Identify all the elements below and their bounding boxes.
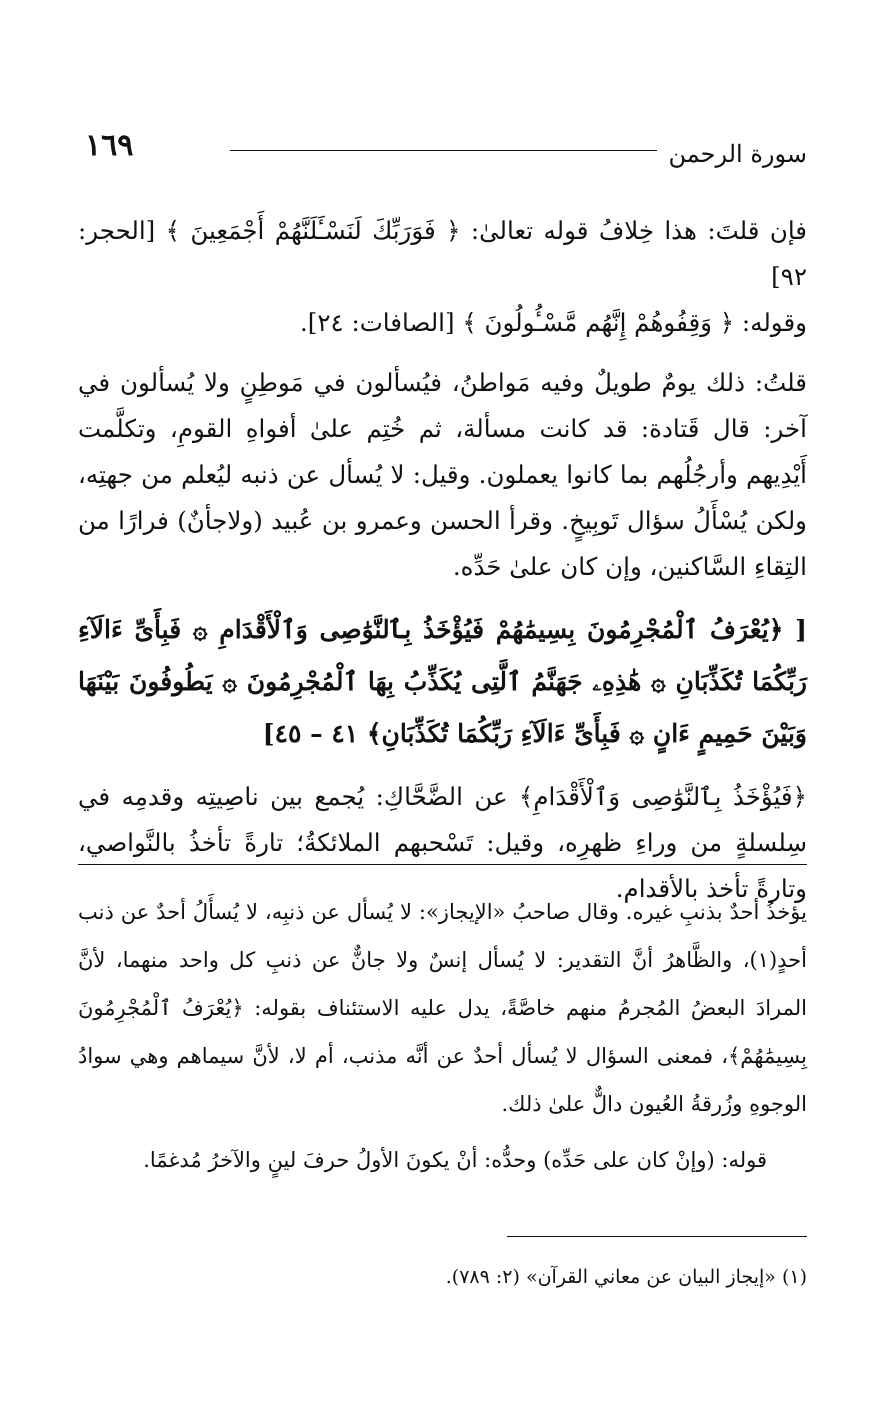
- section-divider: [78, 864, 807, 865]
- paragraph-answer: قلتُ: ذلك يومٌ طويلٌ وفيه مَواطنُ، فيُسألون في مَوطِنٍ ولا يُسألون في آخر: قال قَتادة: قد كانت مسألة، ثم خُتِم علىٰ أفواهِ القومِ، وتكلَّمت أَيْدِيهم وأرجُلُهم بما كانوا يعملون. وقيل: لا يُسأل عن ذنبه ليُعلم من جهتِه، ولكن يُسْأَلُ سؤال تَوبِيخٍ. وقرأ الحسن وعمرو بن عُبيد (ولاجأنٌ) فرارًا من التِقاءِ السَّاكنين، وإن كان علىٰ حَدِّه.: [78, 368, 807, 581]
- running-title: سورة الرحمن: [668, 140, 807, 168]
- note-paragraph: يؤخذُ أحدٌ بذنبِ غيره. وقال صاحبُ «الإيجاز»: لا يُسأل عن ذنبِه، لا يُسأَلُ أحدٌ عن ذنب أحدٍ(١)، والظَّاهرُ أنَّ التقدير: لا يُسأل إنسٌ ولا جانٌّ عن ذنبِ كل واحد منهما، لأنَّ المرادَ البعضُ المُجرمُ منهم خاصَّةً، يدل عليه الاستئناف بقوله: ﴿يُعْرَفُ ٱلْمُجْرِمُونَ بِسِيمَٰهُمْ﴾، فمعنى السؤال لا يُسأل أحدٌ عن أنَّه مذنب، أم لا، لأنَّ سيماهم وهي سوادُ الوجوهِ وزُرقةُ العُيون دالٌّ علىٰ ذلك.: [78, 900, 807, 1116]
- objection-line-2: وقوله: ﴿ وَقِفُوهُمْ إِنَّهُم مَّسْـُٔولُونَ ﴾ [الصافات: ٢٤].: [300, 308, 807, 337]
- main-text: [78, 208, 807, 926]
- paragraph-objection: [78, 208, 807, 346]
- objection-line-1: فإن قلتَ: هذا خِلافُ قوله تعالىٰ: ﴿ فَوَرَبِّكَ لَنَسْـَٔلَنَّهُمْ أَجْمَعِينَ ﴾ [الحجر: ٩٢]: [78, 216, 807, 291]
- header-rule: [230, 150, 657, 151]
- footnote: [78, 1262, 807, 1292]
- footnote-rule: [507, 1236, 807, 1237]
- page-number: ١٦٩: [85, 128, 134, 163]
- page-header: [80, 128, 807, 168]
- note-paragraph-2: قوله: (وإنْ كان على حَدِّه) وحدُّه: أنْ يكونَ الأولُ حرفَ لينٍ والآخرُ مُدغمًا.: [143, 1148, 767, 1172]
- commentary-note: [78, 888, 807, 1184]
- paragraph-commentary: ﴿فَيُؤْخَذُ بِٱلنَّوَٰصِى وَٱلْأَقْدَامِ﴾ عن الضَّحَّاكِ: يُجمع بين ناصِيتِه وقدمِه في سِلسلةٍ من وراءِ ظهرِه، وقيل: تَسْحبهم الملائكةُ؛ تارةً تأخذُ بالنَّواصي، وتارةً تأخذ بالأقدام.: [78, 782, 807, 903]
- quran-verses: [ ﴿يُعْرَفُ ٱلْمُجْرِمُونَ بِسِيمَٰهُمْ فَيُؤْخَذُ بِٱلنَّوَٰصِى وَٱلْأَقْدَامِ ۞ فَبِأَىِّ ءَالَآءِ رَبِّكُمَا تُكَذِّبَانِ ۞ هَٰذِهِۦ جَهَنَّمُ ٱلَّتِى يُكَذِّبُ بِهَا ٱلْمُجْرِمُونَ ۞ يَطُوفُونَ بَيْنَهَا وَبَيْنَ حَمِيمٍ ءَانٍ ۞ فَبِأَىِّ ءَالَآءِ رَبِّكُمَا تُكَذِّبَانِ﴾ ٤١ – ٤٥]: [78, 615, 807, 748]
- footnote-text: (١) «إيجاز البيان عن معاني القرآن» (٢: ٧٨٩).: [445, 1266, 807, 1288]
